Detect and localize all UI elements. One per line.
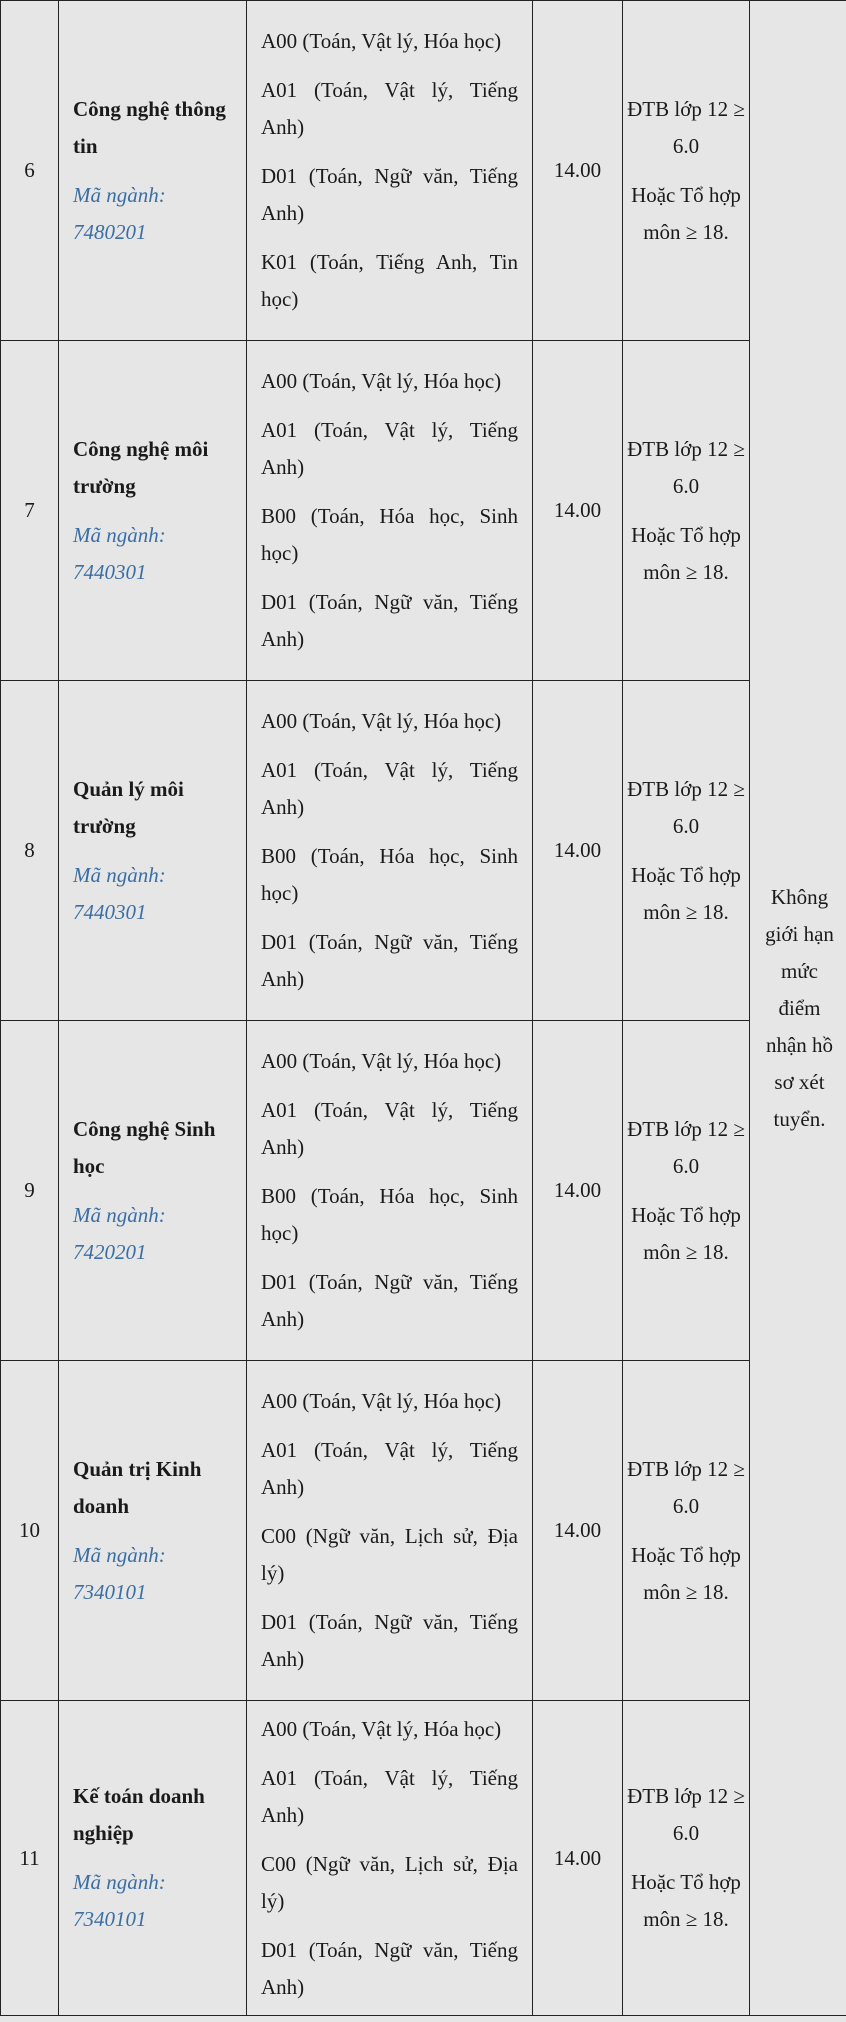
combo-item: C00 (Ngữ văn, Lịch sử, Địa lý): [261, 1851, 518, 1913]
combo-item: A00 (Toán, Vật lý, Hóa học): [261, 1389, 502, 1413]
condition-combo: Hoặc Tổ hợp môn ≥ 18.: [631, 1870, 741, 1931]
major-cell: [59, 1, 247, 341]
row-index: 9: [1, 1021, 59, 1361]
combo-item: A01 (Toán, Vật lý, Tiếng Anh): [261, 758, 518, 819]
admission-condition: [623, 1021, 750, 1361]
major-name: Kế toán doanh nghiệp: [73, 1784, 205, 1845]
condition-gpa: ĐTB lớp 12 ≥ 6.0: [627, 1116, 745, 1178]
row-index: 8: [1, 681, 59, 1021]
limit-note: Không giới hạn mức điểm nhận hồ sơ xét tuyển.: [750, 1, 846, 2016]
combo-item: A00 (Toán, Vật lý, Hóa học): [261, 709, 502, 733]
admission-condition: [623, 681, 750, 1021]
condition-gpa: ĐTB lớp 12 ≥ 6.0: [627, 776, 745, 838]
subject-combos: [247, 1, 533, 341]
condition-combo: Hoặc Tổ hợp môn ≥ 18.: [631, 1542, 741, 1604]
major-cell: [59, 1361, 247, 1701]
benchmark-score: 14.00: [533, 1021, 623, 1361]
combo-item: A01 (Toán, Vật lý, Tiếng Anh): [261, 1098, 518, 1159]
admission-condition: [623, 1, 750, 341]
condition-combo: Hoặc Tổ hợp môn ≥ 18.: [631, 182, 741, 244]
combo-item: A01 (Toán, Vật lý, Tiếng Anh): [261, 1438, 518, 1499]
condition-gpa: ĐTB lớp 12 ≥ 6.0: [627, 436, 745, 498]
row-index: 11: [1, 1701, 59, 2016]
admission-condition: [623, 1361, 750, 1701]
combo-item: B00 (Toán, Hóa học, Sinh học): [261, 1184, 518, 1245]
combo-item: A00 (Toán, Vật lý, Hóa học): [261, 29, 502, 53]
table-row: [1, 1021, 846, 1361]
combo-item: D01 (Toán, Ngữ văn, Tiếng Anh): [261, 1610, 518, 1671]
major-name: Quản lý môi trường: [73, 776, 184, 838]
major-cell: [59, 681, 247, 1021]
combo-item: D01 (Toán, Ngữ văn, Tiếng Anh): [261, 590, 518, 651]
combo-item: D01 (Toán, Ngữ văn, Tiếng Anh): [261, 1937, 518, 1999]
combo-item: C00 (Ngữ văn, Lịch sử, Địa lý): [261, 1524, 518, 1585]
admission-condition: [623, 341, 750, 681]
benchmark-score: 14.00: [533, 1701, 623, 2016]
condition-combo: Hoặc Tổ hợp môn ≥ 18.: [631, 1202, 741, 1264]
benchmark-score: 14.00: [533, 1361, 623, 1701]
row-index: 7: [1, 341, 59, 681]
row-index: 10: [1, 1361, 59, 1701]
condition-combo: Hoặc Tổ hợp môn ≥ 18.: [631, 522, 741, 584]
condition-gpa: ĐTB lớp 12 ≥ 6.0: [627, 1456, 745, 1518]
major-cell: [59, 1021, 247, 1361]
benchmark-score: 14.00: [533, 1, 623, 341]
combo-item: B00 (Toán, Hóa học, Sinh học): [261, 504, 518, 565]
row-index: 6: [1, 1, 59, 341]
table-row: [1, 1361, 846, 1701]
table-row: [1, 681, 846, 1021]
condition-gpa: ĐTB lớp 12 ≥ 6.0: [627, 1784, 745, 1845]
subject-combos: [247, 1361, 533, 1701]
combo-item: D01 (Toán, Ngữ văn, Tiếng Anh): [261, 164, 518, 225]
major-code: Mã ngành: 7440301: [73, 522, 166, 584]
admission-condition: [623, 1701, 750, 2016]
major-name: Công nghệ Sinh học: [73, 1116, 216, 1178]
major-code: Mã ngành: 7420201: [73, 1202, 166, 1264]
combo-item: A01 (Toán, Vật lý, Tiếng Anh): [261, 78, 518, 139]
combo-item: A00 (Toán, Vật lý, Hóa học): [261, 1716, 502, 1741]
benchmark-score: 14.00: [533, 341, 623, 681]
table-row: [1, 1, 846, 341]
major-code: Mã ngành: 7440301: [73, 862, 166, 924]
condition-combo: Hoặc Tổ hợp môn ≥ 18.: [631, 862, 741, 924]
combo-item: A01 (Toán, Vật lý, Tiếng Anh): [261, 1765, 518, 1827]
table-row: [1, 341, 846, 681]
condition-gpa: ĐTB lớp 12 ≥ 6.0: [627, 96, 745, 158]
major-name: Công nghệ thông tin: [73, 96, 226, 158]
major-code: Mã ngành: 7340101: [73, 1542, 166, 1604]
combo-item: A00 (Toán, Vật lý, Hóa học): [261, 1049, 502, 1073]
combo-item: A01 (Toán, Vật lý, Tiếng Anh): [261, 418, 518, 479]
combo-item: B00 (Toán, Hóa học, Sinh học): [261, 844, 518, 905]
combo-item: K01 (Toán, Tiếng Anh, Tin học): [261, 250, 518, 311]
combo-item: A00 (Toán, Vật lý, Hóa học): [261, 369, 502, 393]
major-cell: [59, 341, 247, 681]
major-cell: [59, 1701, 247, 2016]
major-code: Mã ngành: 7340101: [73, 1870, 166, 1931]
combo-item: D01 (Toán, Ngữ văn, Tiếng Anh): [261, 930, 518, 991]
major-code: Mã ngành: 7480201: [73, 182, 166, 244]
subject-combos: [247, 341, 533, 681]
subject-combos: [247, 1701, 533, 2016]
subject-combos: [247, 681, 533, 1021]
benchmark-score: 14.00: [533, 681, 623, 1021]
major-name: Quản trị Kinh doanh: [73, 1456, 202, 1518]
combo-item: D01 (Toán, Ngữ văn, Tiếng Anh): [261, 1270, 518, 1331]
table-row: [1, 1701, 846, 2016]
major-name: Công nghệ môi trường: [73, 436, 209, 498]
subject-combos: [247, 1021, 533, 1361]
